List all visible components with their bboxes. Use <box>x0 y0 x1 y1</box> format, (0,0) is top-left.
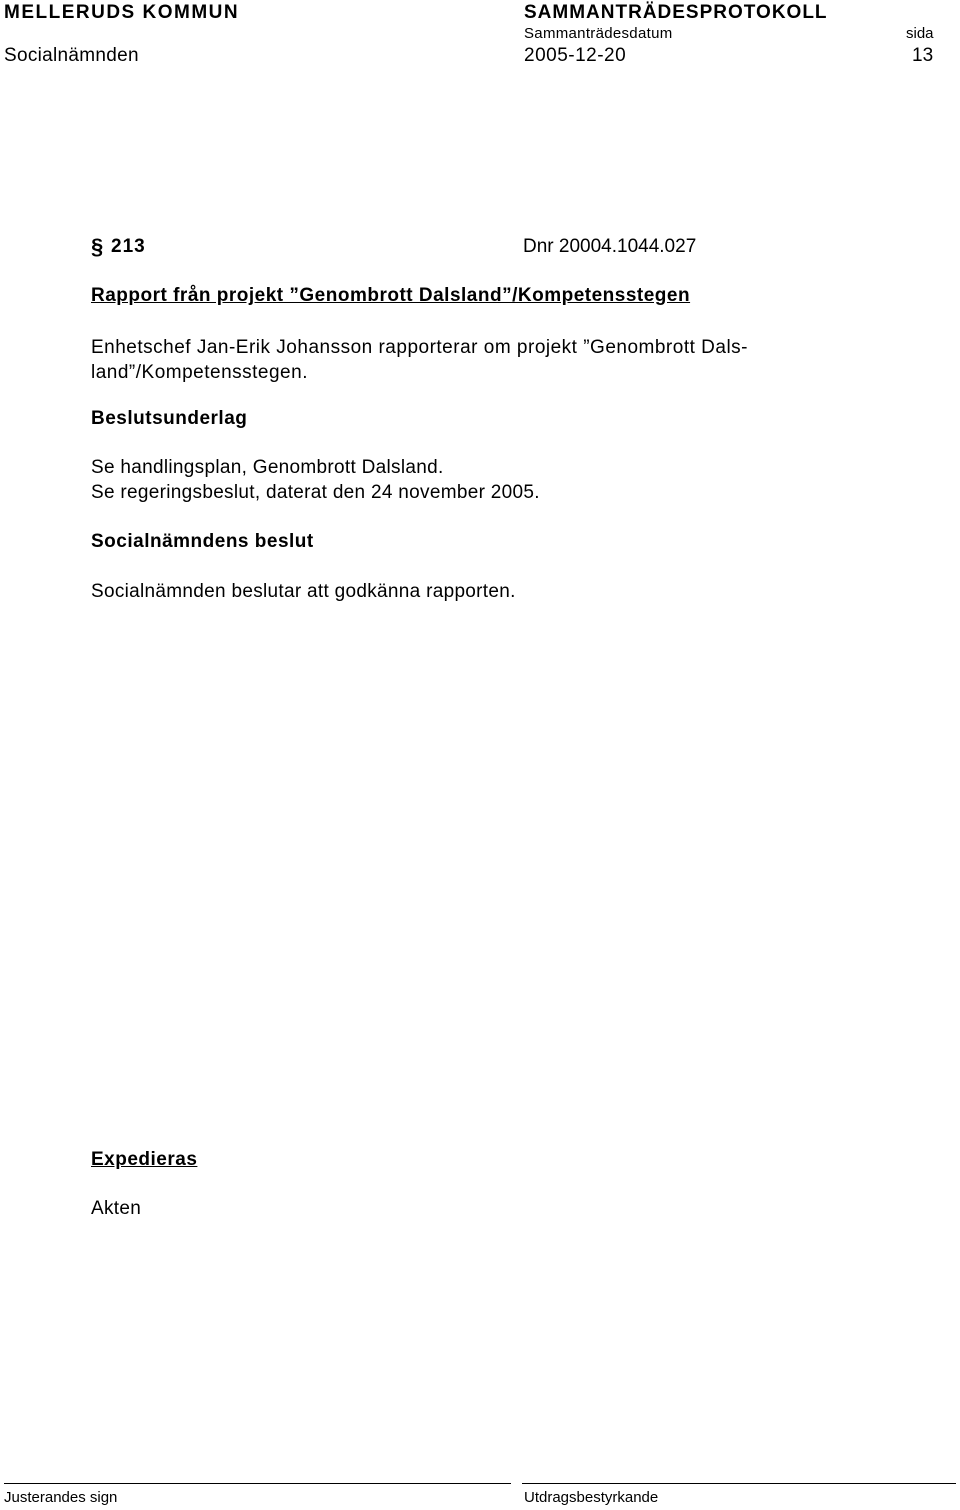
justerandes-sign-label: Justerandes sign <box>4 1489 118 1506</box>
utdragsbestyrkande-label: Utdragsbestyrkande <box>524 1489 659 1506</box>
meeting-date: 2005-12-20 <box>524 45 627 66</box>
beslutsunderlag-item: Se handlingsplan, Genombrott Dalsland. <box>91 457 444 478</box>
diarienummer: Dnr 20004.1044.027 <box>523 236 697 257</box>
expedieras-item: Akten <box>91 1198 142 1219</box>
beslutsunderlag-item: Se regeringsbeslut, daterat den 24 november 2005. <box>91 482 540 503</box>
document-type: SAMMANTRÄDESPROTOKOLL <box>524 2 828 23</box>
expedieras-heading: Expedieras <box>91 1149 198 1170</box>
intro-paragraph: Enhetschef Jan-Erik Johansson rapporterar om projekt ”Genombrott Dals-land”/Kompetensstegen. <box>91 337 748 383</box>
beslut-text: Socialnämnden beslutar att godkänna rapporten. <box>91 581 516 602</box>
beslut-heading: Socialnämndens beslut <box>91 531 314 552</box>
footer-divider-left <box>4 1483 511 1484</box>
committee-name: Socialnämnden <box>4 45 139 66</box>
paragraph-symbol: § <box>91 234 104 259</box>
organization-name: MELLERUDS KOMMUN <box>4 2 240 23</box>
page-label: sida <box>906 25 934 42</box>
beslutsunderlag-heading: Beslutsunderlag <box>91 408 248 429</box>
page-number: 13 <box>912 45 934 66</box>
section-number: 213 <box>111 236 146 257</box>
section-title: Rapport från projekt ”Genombrott Dalsland”/Kompetensstegen <box>91 285 691 306</box>
footer-divider-right <box>522 1483 956 1484</box>
meeting-date-label: Sammanträdesdatum <box>524 25 673 42</box>
